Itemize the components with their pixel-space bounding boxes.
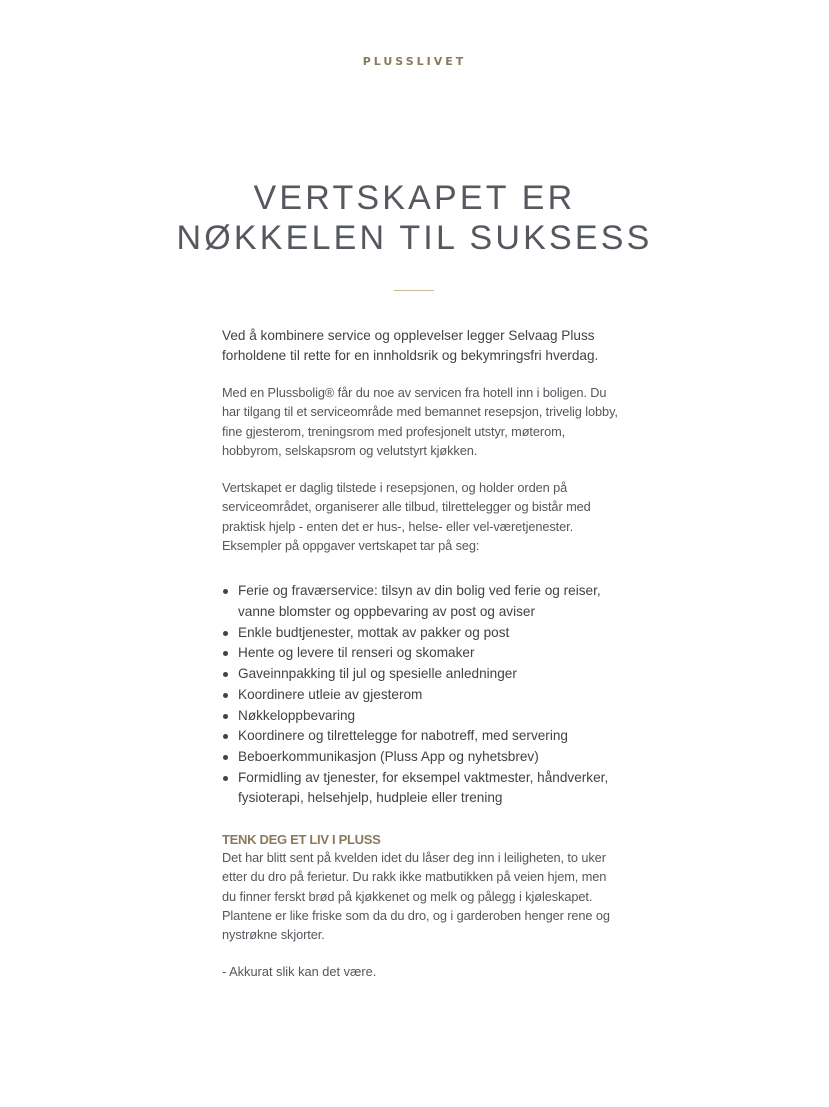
bullet-icon [223,755,228,760]
list-item [222,747,622,768]
bullet-icon [223,776,228,781]
list-item-text: Koordinere og tilrettelegge for nabotreff, med servering [238,728,568,744]
host-paragraph: Vertskapet er daglig tilstede i resepsjonen, og holder orden på serviceområdet, organiserer alle tilbud, tilrettelegger og bistår med praktisk hjelp - enten det er hus-, helse- eller vel-væretjenester. Eksempler på oppgaver vertskapet tar på seg: [222,480,591,554]
bullet-icon [223,714,228,719]
list-item-text: Koordinere utleie av gjesterom [238,686,423,702]
title-line-1: VERTSKAPET ER [253,179,576,217]
list-item-text: Ferie og fraværservice: tilsyn av din bolig ved ferie og reiser, vanne blomster og oppbevaring av post og aviser [238,583,601,620]
list-item-text: Nøkkeloppbevaring [238,707,356,723]
list-item-text: Hente og levere til renseri og skomaker [238,645,475,661]
list-item-text: Beboerkommunikasjon (Pluss App og nyhetsbrev) [238,749,539,764]
task-list [222,581,622,809]
list-item-text: Formidling av tjenester, for eksempel vaktmester, håndverker, fysioterapi, helsehjelp, hudpleie eller trening [238,769,609,806]
list-item [222,706,622,727]
list-item-text: Gaveinnpakking til jul og spesielle anledninger [238,666,517,682]
section-label: PLUSSLIVET [362,55,467,68]
intro-paragraph: Med en Plussbolig® får du noe av servicen fra hotell inn i boligen. Du har tilgang til et serviceområde med bemannet resepsjon, trivelig lobby, fine gjesterom, treningsrom med profesjonelt utstyr, møterom, hobbyrom, selskapsrom og velutstyrt kjøkken. [222,385,618,458]
bullet-icon [223,589,228,594]
list-item [222,581,622,622]
list-item [222,623,622,644]
list-item [222,768,622,809]
list-item [222,643,622,664]
article-body [222,326,622,981]
title-divider [394,290,434,291]
lead-paragraph: Ved å kombinere service og opplevelser legger Selvaag Pluss forholdene til rette for en innholdsrik og bekymringsfri hverdag. [222,328,599,363]
list-item-text: Enkle budtjenester, mottak av pakker og post [238,624,510,640]
page-title [0,178,829,258]
list-item [222,685,622,706]
story-paragraph: Det har blitt sent på kvelden idet du låser deg inn i leiligheten, to uker etter du dro på ferietur. Du rakk ikke matbutikken på veien hjem, men du finner ferskt brød på kjøkkenet og melk og pålegg i kjøleskapet. Plantene er like friske som da du dro, og i garderoben henger rene og nystrøkne skjorter. [222,850,610,943]
list-item [222,726,622,747]
bullet-icon [223,693,228,698]
bullet-icon [223,631,228,636]
bullet-icon [223,672,228,677]
bullet-icon [223,651,228,656]
bullet-icon [223,734,228,739]
title-line-2: NØKKELEN TIL SUKSESS [176,219,653,257]
subheading: TENK DEG ET LIV I PLUSS [222,832,381,848]
signoff: - Akkurat slik kan det være. [222,963,377,979]
list-item [222,664,622,685]
